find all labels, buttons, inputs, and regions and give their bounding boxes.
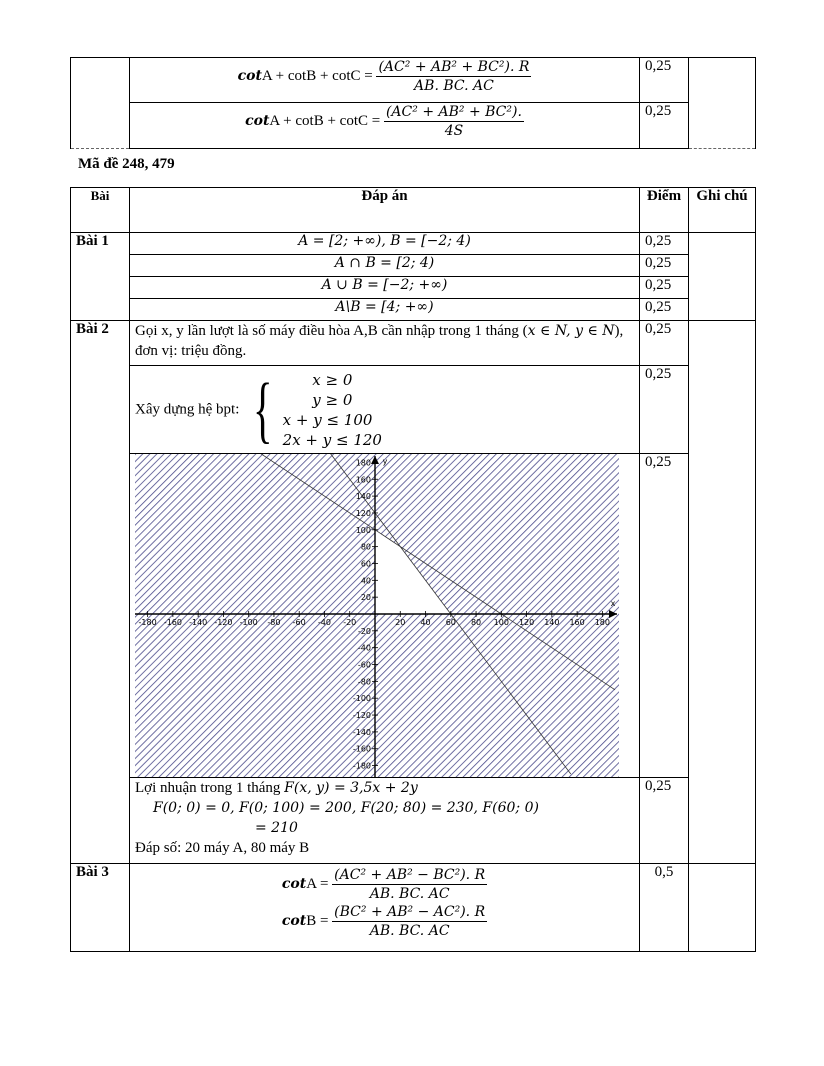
- score: 0,25: [640, 255, 689, 277]
- x-tick-label: -40: [317, 618, 332, 627]
- y-tick-label: -140: [352, 727, 371, 737]
- bai2-intro: Gọi x, y lần lượt là số máy điều hòa A,B cần nhập trong 1 tháng (x ∈ N, y ∈ N), đơn vị: triệu đồng.: [130, 321, 640, 366]
- score: 0,25: [640, 58, 689, 103]
- bai2-system: Xây dựng hệ bpt: { x ≥ 0 y ≥ 0 x + y ≤ 100 2x + y ≤ 120: [130, 366, 640, 454]
- x-tick-label: 100: [493, 618, 509, 627]
- y-tick-label: -180: [352, 761, 371, 771]
- x-tick-label: -20: [343, 618, 357, 627]
- bai3-label: Bài 3: [71, 864, 130, 952]
- y-tick-label: -100: [352, 694, 371, 704]
- header-diem: Điểm: [640, 188, 689, 233]
- bai3-formulas: cotA = $\frac{\text{(AC² + AB² − BC²). R}}{AB. BC. AC}$ cotB = $\frac{\text{(BC² + AB² − AC²). R}}{AB. BC. AC}$: [130, 864, 640, 952]
- x-tick-label: 20: [395, 618, 406, 627]
- exam-code-heading: Mã đề 248, 479: [78, 156, 175, 172]
- x-tick-label: 120: [518, 618, 535, 627]
- cot-sum-formula-s: cotA + cotB + cotC = $\frac{\text{(AC² + AB² + BC²).}}{4S}$: [130, 103, 640, 149]
- empty-cell: [71, 58, 130, 149]
- x-tick-label: -60: [292, 618, 306, 627]
- y-tick-label: -160: [352, 744, 371, 754]
- y-tick-label: 60: [360, 559, 371, 569]
- answer-table: [70, 187, 756, 952]
- note-cell: [689, 864, 756, 952]
- x-tick-label: -100: [239, 618, 258, 627]
- y-tick-label: 80: [360, 542, 371, 552]
- bai2-label: Bài 2: [71, 321, 130, 864]
- y-tick-label: 40: [360, 576, 371, 586]
- top-table: [70, 57, 756, 149]
- y-tick-label: 140: [355, 492, 371, 502]
- x-tick-label: -120: [214, 618, 233, 627]
- x-tick-label: 180: [594, 618, 611, 627]
- y-tick-label: -60: [357, 660, 371, 670]
- bai1-row: A ∪ B = [−2; +∞): [130, 277, 640, 299]
- cot-sum-formula-r: cotA + cotB + cotC = $\frac{\text{(AC² + AB² + BC²). R}}{AB. BC. AC}$: [130, 58, 640, 103]
- score: 0,25: [640, 277, 689, 299]
- y-tick-label: 100: [355, 525, 371, 535]
- x-tick-label: 80: [470, 618, 482, 627]
- score: 0,25: [640, 454, 689, 778]
- x-tick-label: -180: [138, 618, 157, 627]
- y-tick-label: 20: [360, 593, 371, 603]
- header-bai: Bài: [71, 188, 130, 233]
- header-dap-an: Đáp án: [130, 188, 640, 233]
- note-cell: [689, 58, 756, 149]
- bai2-profit: Lợi nhuận trong 1 tháng F(x, y) = 3,5x + 2y F(0; 0) = 0, F(0; 100) = 200, F(20; 80) = 230, F(60; 0) = 210 Đáp số: 20 máy A, 80 máy B: [130, 778, 640, 864]
- x-tick-label: -140: [189, 618, 208, 627]
- y-axis-label: y: [382, 457, 388, 466]
- x-tick-label: 40: [420, 618, 431, 627]
- y-tick-label: 160: [355, 475, 371, 485]
- x-tick-label: -80: [267, 618, 281, 627]
- bai1-row: A = [2; +∞), B = [−2; 4): [130, 233, 640, 255]
- x-tick-label: 160: [569, 618, 585, 627]
- header-ghi-chu: Ghi chú: [689, 188, 756, 233]
- y-tick-label: -80: [357, 677, 371, 687]
- y-tick-label: -20: [357, 626, 371, 636]
- score: 0,5: [640, 864, 689, 952]
- y-tick-label: 180: [355, 458, 371, 468]
- bai1-row: A\B = [4; +∞): [130, 299, 640, 321]
- x-tick-label: -160: [163, 618, 182, 627]
- graph-cell: [130, 454, 640, 778]
- bai1-row: A ∩ B = [2; 4): [130, 255, 640, 277]
- score: 0,25: [640, 233, 689, 255]
- feasible-region-graph: [135, 454, 619, 777]
- x-tick-label: 140: [544, 618, 560, 627]
- score: 0,25: [640, 103, 689, 149]
- note-cell: [689, 321, 756, 864]
- note-cell: [689, 233, 756, 321]
- hatched-region: [135, 454, 619, 777]
- x-axis-label: x: [610, 599, 616, 608]
- score: 0,25: [640, 299, 689, 321]
- score: 0,25: [640, 778, 689, 864]
- y-tick-label: -40: [357, 643, 371, 653]
- y-tick-label: -120: [352, 711, 371, 721]
- x-tick-label: 60: [445, 618, 456, 627]
- score: 0,25: [640, 321, 689, 366]
- y-tick-label: 120: [355, 508, 371, 518]
- score: 0,25: [640, 366, 689, 454]
- bai1-label: Bài 1: [71, 233, 130, 321]
